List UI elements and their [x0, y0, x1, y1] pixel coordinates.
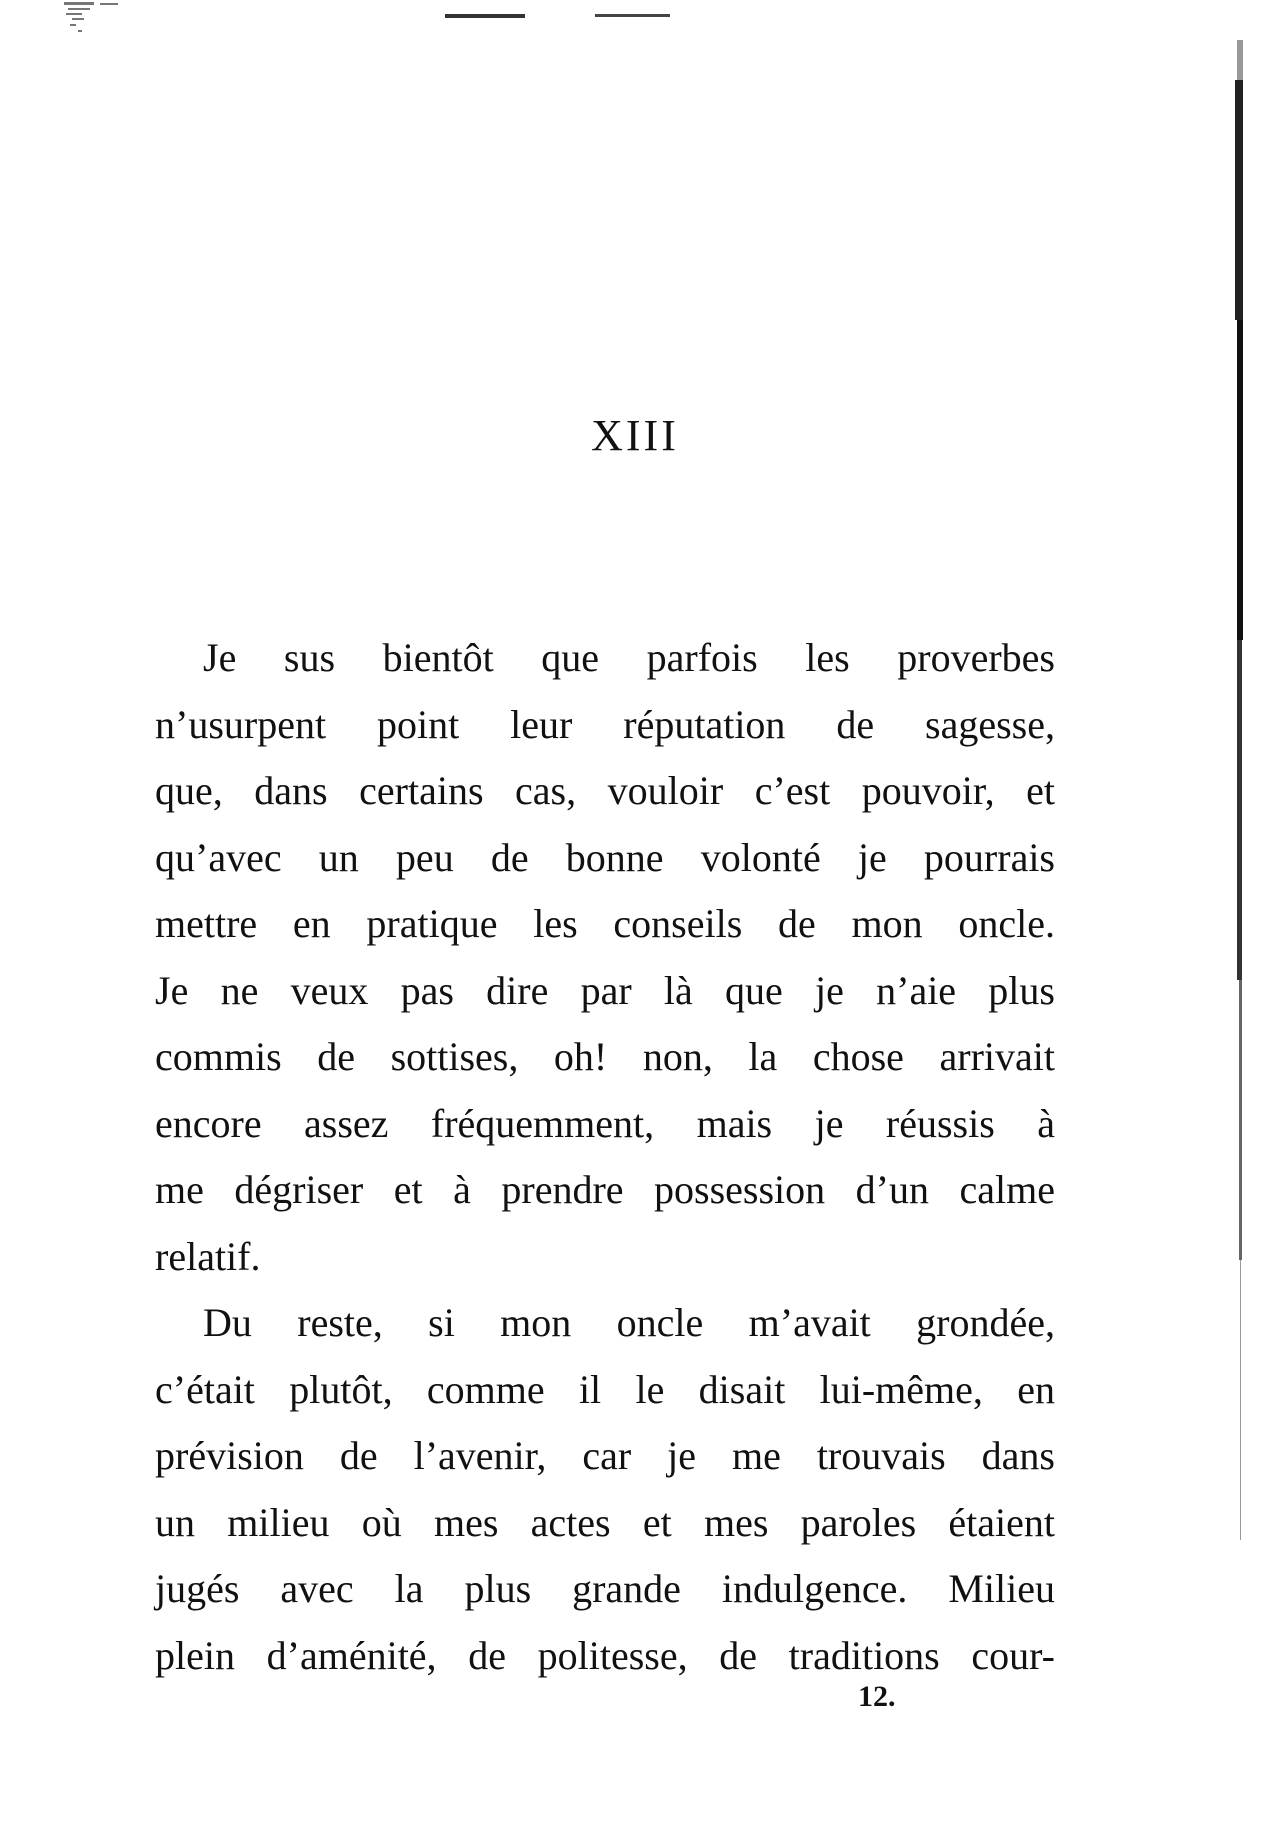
scan-speckle-decoration	[62, 0, 132, 48]
text-line: un milieu où mes actes et mes paroles étaient	[155, 1499, 1055, 1545]
text-line: que, dans certains cas, vouloir c’est pouvoir, et	[155, 768, 1055, 813]
scan-line-decoration	[445, 12, 525, 20]
text-line: qu’avec un peu de bonne volonté je pourrais	[155, 834, 1055, 880]
text-line: mettre en pratique les conseils de mon oncle.	[155, 901, 1055, 946]
scan-line-decoration	[595, 12, 670, 20]
text-line: jugés avec la plus grande indulgence. Milieu	[155, 1566, 1055, 1611]
text-line: plein d’aménité, de politesse, de traditions cour-	[155, 1632, 1055, 1678]
text-line: Du reste, si mon oncle m’avait grondée,	[203, 1300, 1055, 1345]
chapter-title: XIII	[591, 411, 679, 460]
text-line: me dégriser et à prendre possession d’un calme	[155, 1167, 1055, 1212]
page-edge-shadow	[1225, 40, 1255, 1540]
signature-mark: 12.	[858, 1680, 896, 1713]
text-line: c’était plutôt, comme il le disait lui-même, en	[155, 1366, 1055, 1412]
text-line: Je sus bientôt que parfois les proverbes	[203, 635, 1055, 680]
body-text	[155, 625, 1055, 1689]
text-line: n’usurpent point leur réputation de sagesse,	[155, 701, 1055, 747]
text-line: relatif.	[155, 1233, 261, 1279]
text-line: commis de sottises, oh! non, la chose arrivait	[155, 1034, 1055, 1079]
text-line: Je ne veux pas dire par là que je n’aie plus	[155, 967, 1055, 1013]
text-line: encore assez fréquemment, mais je réussis à	[155, 1100, 1055, 1146]
text-line: prévision de l’avenir, car je me trouvais dans	[155, 1433, 1055, 1478]
